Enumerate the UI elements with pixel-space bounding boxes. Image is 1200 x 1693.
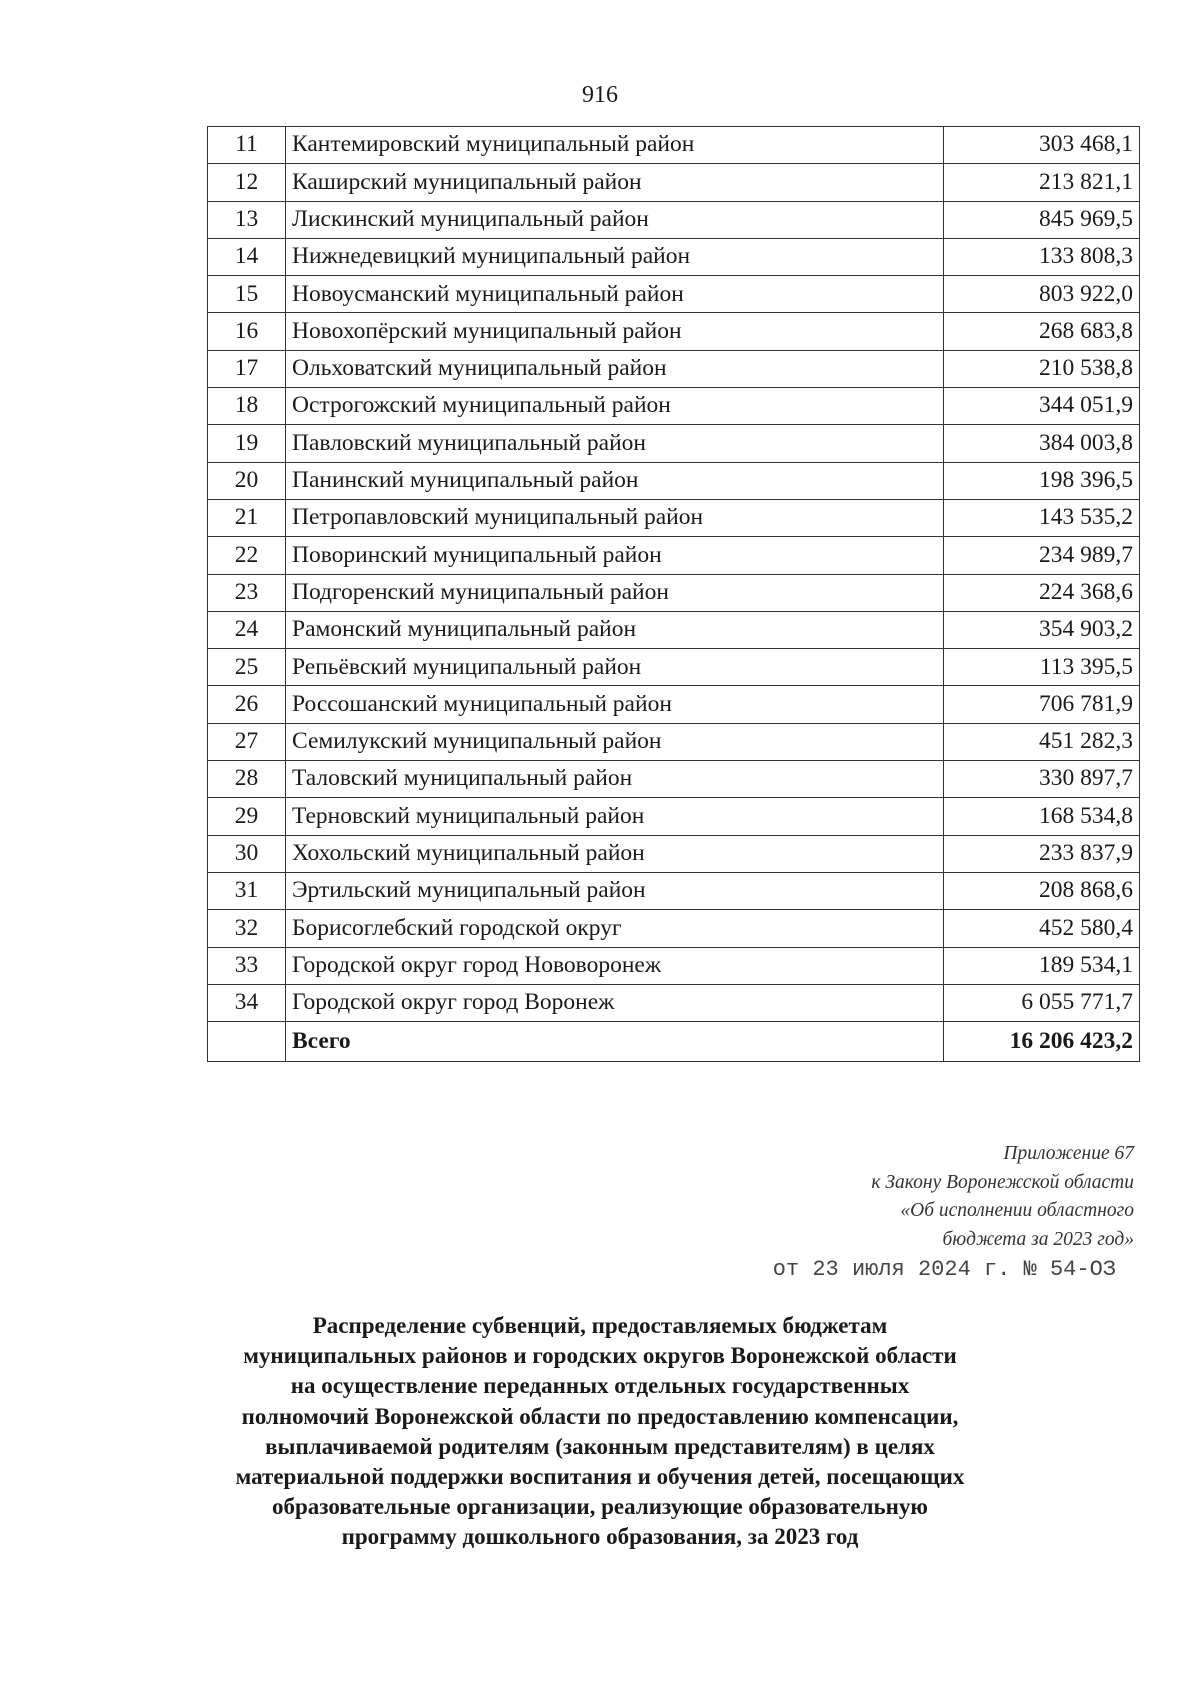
municipality-name: Поворинский муниципальный район bbox=[286, 537, 944, 574]
municipality-name: Острогожский муниципальный район bbox=[286, 388, 944, 425]
subvention-amount: 845 969,5 bbox=[944, 201, 1140, 238]
row-number: 22 bbox=[208, 537, 286, 574]
table-body bbox=[208, 127, 1140, 1062]
table-row bbox=[208, 574, 1140, 611]
title-line: выплачиваемой родителям (законным представителям) в целях bbox=[265, 1433, 935, 1459]
subvention-amount: 451 282,3 bbox=[944, 723, 1140, 760]
table-row bbox=[208, 723, 1140, 760]
subvention-table bbox=[207, 126, 1140, 1062]
subvention-amount: 330 897,7 bbox=[944, 761, 1140, 798]
row-number: 33 bbox=[208, 947, 286, 984]
municipality-name: Павловский муниципальный район bbox=[286, 425, 944, 462]
municipality-name: Лискинский муниципальный район bbox=[286, 201, 944, 238]
municipality-name: Городской округ город Воронеж bbox=[286, 984, 944, 1021]
page-number: 916 bbox=[582, 82, 618, 108]
subvention-amount: 452 580,4 bbox=[944, 910, 1140, 947]
municipality-name: Каширский муниципальный район bbox=[286, 164, 944, 201]
municipality-name: Рамонский муниципальный район bbox=[286, 611, 944, 648]
subvention-amount: 268 683,8 bbox=[944, 313, 1140, 350]
table-row bbox=[208, 910, 1140, 947]
table-row bbox=[208, 127, 1140, 164]
title-line: Распределение субвенций, предоставляемых бюджетам bbox=[312, 1313, 888, 1338]
municipality-name: Подгоренский муниципальный район bbox=[286, 574, 944, 611]
document-title bbox=[150, 1311, 1050, 1553]
row-number: 30 bbox=[208, 835, 286, 872]
row-number: 17 bbox=[208, 350, 286, 387]
subvention-amount: 344 051,9 bbox=[944, 388, 1140, 425]
subvention-amount: 706 781,9 bbox=[944, 686, 1140, 723]
row-number: 15 bbox=[208, 276, 286, 313]
subvention-amount: 6 055 771,7 bbox=[944, 984, 1140, 1021]
title-line: программу дошкольного образования, за 2023 год bbox=[341, 1524, 859, 1550]
title-line: материальной поддержки воспитания и обучения детей, посещающих bbox=[235, 1464, 965, 1490]
row-number: 31 bbox=[208, 872, 286, 909]
municipality-name: Репьёвский муниципальный район bbox=[286, 649, 944, 686]
municipality-name: Семилукский муниципальный район bbox=[286, 723, 944, 760]
municipality-name: Эртильский муниципальный район bbox=[286, 872, 944, 909]
municipality-name: Панинский муниципальный район bbox=[286, 462, 944, 499]
table-row bbox=[208, 649, 1140, 686]
municipality-name: Таловский муниципальный район bbox=[286, 761, 944, 798]
municipality-name: Нижнедевицкий муниципальный район bbox=[286, 238, 944, 275]
municipality-name: Новохопёрский муниципальный район bbox=[286, 313, 944, 350]
subvention-amount: 113 395,5 bbox=[944, 649, 1140, 686]
subvention-amount: 143 535,2 bbox=[944, 499, 1140, 536]
subvention-amount: 168 534,8 bbox=[944, 798, 1140, 835]
municipality-name: Новоусманский муниципальный район bbox=[286, 276, 944, 313]
subvention-amount: 189 534,1 bbox=[944, 947, 1140, 984]
title-line: на осуществление переданных отдельных государственных bbox=[290, 1373, 910, 1399]
subvention-amount: 803 922,0 bbox=[944, 276, 1140, 313]
subvention-amount: 233 837,9 bbox=[944, 835, 1140, 872]
subvention-amount: 198 396,5 bbox=[944, 462, 1140, 499]
subvention-amount: 208 868,6 bbox=[944, 872, 1140, 909]
row-number: 27 bbox=[208, 723, 286, 760]
subvention-amount: 234 989,7 bbox=[944, 537, 1140, 574]
law-date-stamp: от 23 июля 2024 г. № 54-ОЗ bbox=[772, 1257, 1116, 1282]
subvention-amount: 384 003,8 bbox=[944, 425, 1140, 462]
row-number: 19 bbox=[208, 425, 286, 462]
municipality-name: Борисоглебский городской округ bbox=[286, 910, 944, 947]
row-number: 18 bbox=[208, 388, 286, 425]
table-row bbox=[208, 462, 1140, 499]
row-number: 29 bbox=[208, 798, 286, 835]
appendix-note bbox=[773, 1140, 1134, 1286]
municipality-name: Петропавловский муниципальный район bbox=[286, 499, 944, 536]
municipality-name: Городской округ город Нововоронеж bbox=[286, 947, 944, 984]
table-row bbox=[208, 947, 1140, 984]
title-line: образовательные организации, реализующие образовательную bbox=[271, 1494, 928, 1520]
table-row bbox=[208, 611, 1140, 648]
row-number: 13 bbox=[208, 201, 286, 238]
table-row bbox=[208, 350, 1140, 387]
table-row bbox=[208, 835, 1140, 872]
row-number: 34 bbox=[208, 984, 286, 1021]
subvention-amount: 210 538,8 bbox=[944, 350, 1140, 387]
row-number: 21 bbox=[208, 499, 286, 536]
municipality-name: Ольховатский муниципальный район bbox=[286, 350, 944, 387]
table-row bbox=[208, 686, 1140, 723]
appendix-line: «Об исполнении областного bbox=[900, 1200, 1134, 1221]
table-row bbox=[208, 537, 1140, 574]
subvention-amount: 303 468,1 bbox=[944, 127, 1140, 164]
row-number: 20 bbox=[208, 462, 286, 499]
table-row bbox=[208, 425, 1140, 462]
subvention-amount: 224 368,6 bbox=[944, 574, 1140, 611]
title-line: муниципальных районов и городских округов Воронежской области bbox=[243, 1343, 957, 1369]
subvention-amount: 354 903,2 bbox=[944, 611, 1140, 648]
appendix-line: бюджета за 2023 год» bbox=[942, 1228, 1134, 1250]
municipality-name: Россошанский муниципальный район bbox=[286, 686, 944, 723]
row-number: 12 bbox=[208, 164, 286, 201]
table-row bbox=[208, 201, 1140, 238]
table-row bbox=[208, 761, 1140, 798]
table-row bbox=[208, 984, 1140, 1021]
row-number: 25 bbox=[208, 649, 286, 686]
total-amount: 16 206 423,2 bbox=[944, 1022, 1140, 1062]
table-row bbox=[208, 388, 1140, 425]
table-row bbox=[208, 276, 1140, 313]
subvention-amount: 213 821,1 bbox=[944, 164, 1140, 201]
municipality-name: Кантемировский муниципальный район bbox=[286, 127, 944, 164]
row-number: 11 bbox=[208, 127, 286, 164]
table-row bbox=[208, 238, 1140, 275]
row-number: 28 bbox=[208, 761, 286, 798]
table-row bbox=[208, 499, 1140, 536]
row-number: 24 bbox=[208, 611, 286, 648]
table-row bbox=[208, 164, 1140, 201]
total-number-cell bbox=[208, 1022, 286, 1062]
municipality-name: Терновский муниципальный район bbox=[286, 798, 944, 835]
table-row bbox=[208, 313, 1140, 350]
row-number: 14 bbox=[208, 238, 286, 275]
total-label: Всего bbox=[286, 1022, 944, 1062]
row-number: 32 bbox=[208, 910, 286, 947]
subvention-amount: 133 808,3 bbox=[944, 238, 1140, 275]
appendix-line: к Закону Воронежской области bbox=[871, 1171, 1134, 1193]
table-row bbox=[208, 798, 1140, 835]
row-number: 16 bbox=[208, 313, 286, 350]
row-number: 23 bbox=[208, 574, 286, 611]
table-row bbox=[208, 872, 1140, 909]
row-number: 26 bbox=[208, 686, 286, 723]
total-row bbox=[208, 1022, 1140, 1062]
municipality-name: Хохольский муниципальный район bbox=[286, 835, 944, 872]
appendix-line: Приложение 67 bbox=[1003, 1143, 1134, 1164]
title-line: полномочий Воронежской области по предоставлению компенсации, bbox=[241, 1403, 959, 1429]
